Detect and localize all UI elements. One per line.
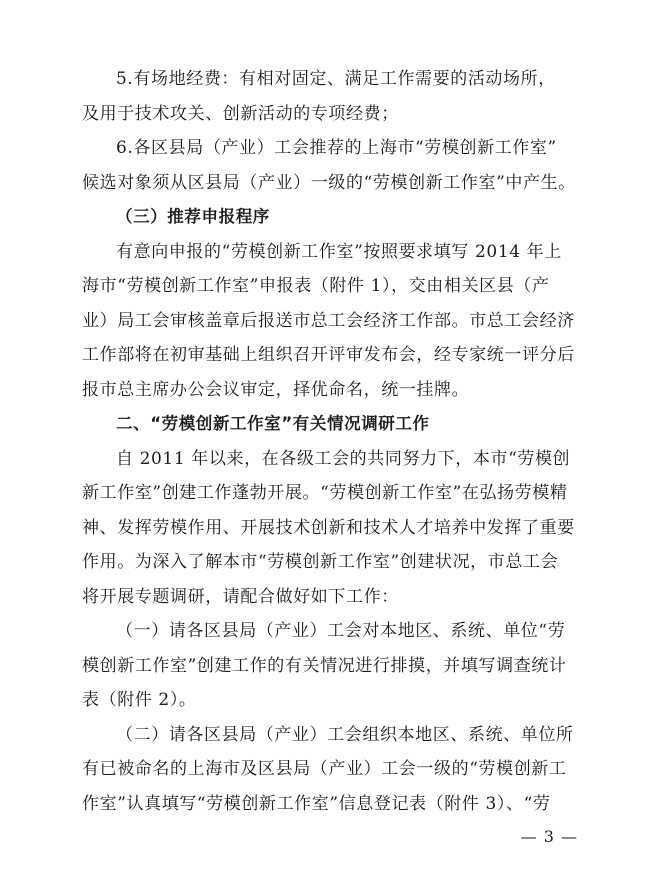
paragraph-line: 业）局工会审核盖章后报送市总工会经济工作部。市总工会经济 [82, 310, 575, 331]
page-number: — 3 — [520, 827, 578, 846]
paragraph-line: 自 2011 年以来，在各级工会的共同努力下，本市“劳模创 [116, 448, 571, 469]
paragraph-line: 将开展专题调研，请配合做好如下工作： [82, 586, 399, 607]
paragraph-line: 候选对象须从区县局（产业）一级的“劳模创新工作室”中产生。 [82, 172, 576, 193]
paragraph-line: 工作部将在初审基础上组织召开评审发布会，经专家统一评分后 [82, 345, 575, 365]
paragraph-line: 及用于技术攻关、创新活动的专项经费； [82, 103, 399, 124]
section-heading: （三）推荐申报程序 [116, 207, 270, 226]
paragraph-line: 作室”认真填写“劳模创新工作室”信息登记表（附件 3）、“劳 [82, 793, 551, 814]
paragraph-line: 作用。为深入了解本市“劳模创新工作室”创建状况，市总工会 [82, 552, 559, 572]
paragraph-line: 模创新工作室”创建工作的有关情况进行排摸，并填写调查统计 [82, 655, 567, 676]
paragraph-line: 有已被命名的上海市及区县局（产业）工会一级的“劳模创新工 [82, 759, 567, 779]
paragraph-line: 神、发挥劳模作用、开展技术创新和技术人才培养中发挥了重要 [82, 517, 575, 538]
paragraph-line: 6.各区县局（产业）工会推荐的上海市“劳模创新工作室” [116, 138, 557, 158]
paragraph-line: 海市“劳模创新工作室”申报表（附件 1），交由相关区县（产 [82, 276, 550, 296]
paragraph-line: 报市总主席办公会议审定，择优命名，统一挂牌。 [82, 379, 470, 400]
section-heading: 二、“劳模创新工作室”有关情况调研工作 [116, 414, 430, 433]
paragraph-line: （二）请各区县局（产业）工会组织本地区、系统、单位所 [116, 724, 574, 745]
paragraph-line: 5.有场地经费：有相对固定、满足工作需要的活动场所， [116, 69, 556, 89]
paragraph-line: 表（附件 2）。 [82, 690, 197, 710]
document-body [82, 62, 592, 821]
paragraph-line: 有意向申报的“劳模创新工作室”按照要求填写 2014 年上 [116, 241, 562, 262]
paragraph-line: 新工作室”创建工作蓬勃开展。“劳模创新工作室”在弘扬劳模精 [82, 483, 568, 503]
paragraph-line: （一）请各区县局（产业）工会对本地区、系统、单位“劳 [116, 621, 566, 641]
